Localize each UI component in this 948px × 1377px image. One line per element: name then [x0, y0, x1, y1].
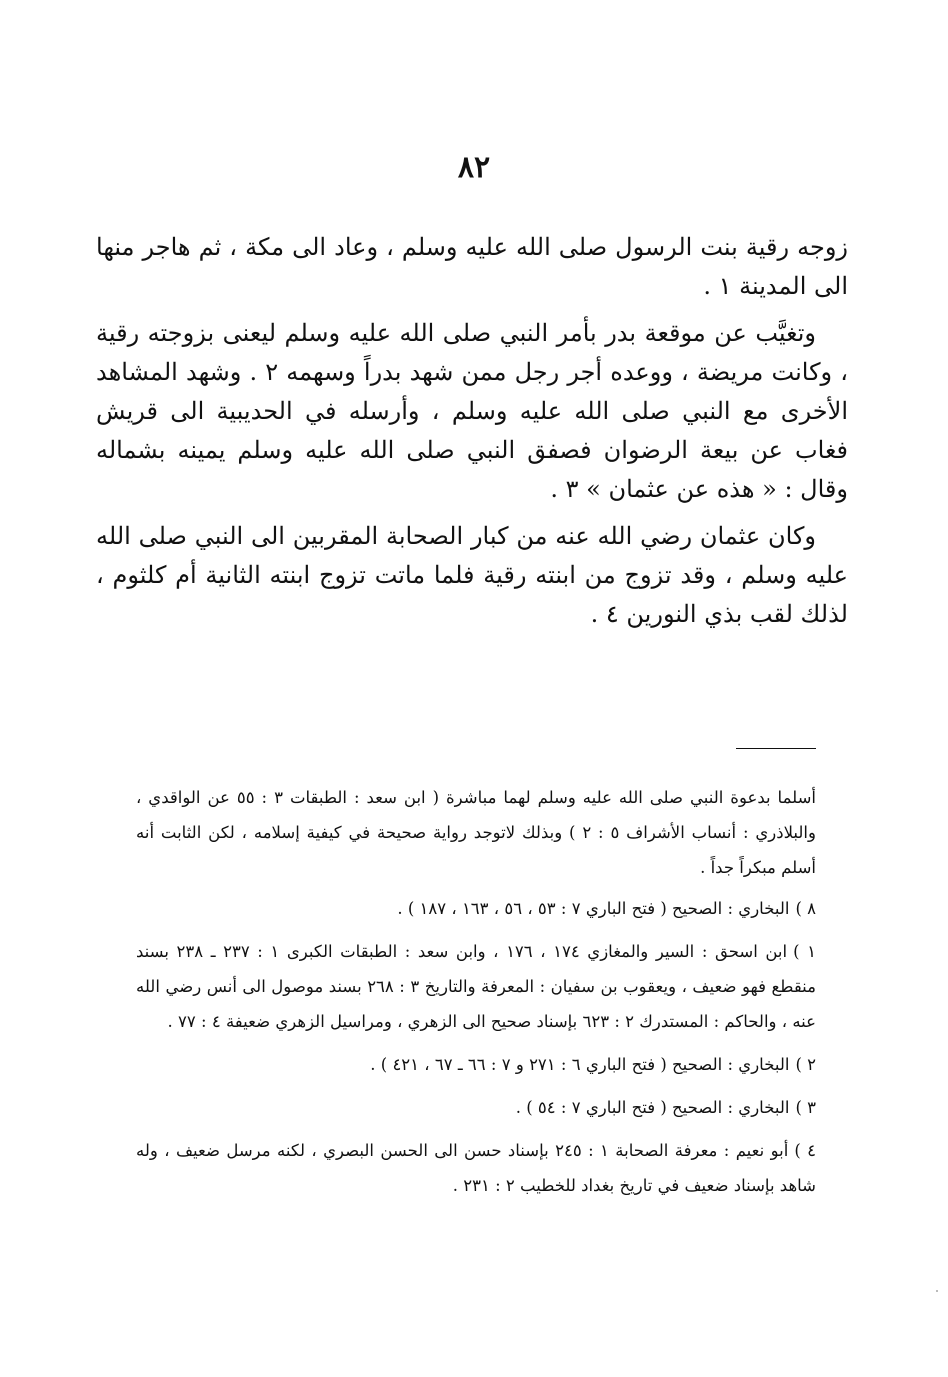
- footnote-item: [136, 934, 816, 1039]
- footnote-item: [136, 1133, 816, 1203]
- footnote-number: ٨ ): [795, 899, 816, 918]
- paragraph-3: وكان عثمان رضي الله عنه من كبار الصحابة المقربين الى النبي صلى الله عليه وسلم ، وقد تزوج من ابنته رقية فلما ماتت تزوج ابنته الثانية أم كلثوم ، لذلك لقب بذي النورين ٤ .: [96, 522, 848, 628]
- footnote-number: ٢ ): [795, 1055, 816, 1074]
- footnote-text: البخاري : الصحيح ( فتح الباري ٦ : ٢٧١ و ٧ : ٦٦ ـ ٦٧ ، ٤٢١ ) .: [370, 1055, 790, 1074]
- footnote-separator: [736, 748, 816, 749]
- footnote-text: ابن اسحق : السير والمغازي ١٧٤ ، ١٧٦ ، وابن سعد : الطبقات الكبرى ١ : ٢٣٧ ـ ٢٣٨ بسند منقطع فهو ضعيف ، ويعقوب بن سفيان : المعرفة والتاريخ ٣ : ٢٦٨ بسند موصول الى أنس رضي الله عنه ، والحاكم : المستدرك ٢ : ٦٢٣ بإسناد صحيح الى الزهري ، ومراسيل الزهري ضعيفة ٤ : ٧٧ .: [136, 942, 816, 1031]
- footnote-item: [136, 1047, 816, 1082]
- footnote-text: البخاري : الصحيح ( فتح الباري ٧ : ٥٤ ) .: [515, 1098, 790, 1117]
- footnotes: [136, 780, 816, 1211]
- footnote-continuation: أسلما بدعوة النبي صلى الله عليه وسلم لهما مباشرة ( ابن سعد : الطبقات ٣ : ٥٥ عن الواقدي ، والبلاذري : أنساب الأشراف ٥ : ٢ ) وبذلك لاتوجد رواية صحيحة في كيفية إسلامه ، لكن الثابت أنه أسلم مبكراً جداً .: [136, 788, 816, 877]
- page-number: ٨٢: [457, 150, 491, 185]
- footnote-number: ١ ): [793, 942, 816, 961]
- footnote-number: ٣ ): [795, 1098, 816, 1117]
- footnote-text: أبو نعيم : معرفة الصحابة ١ : ٢٤٥ بإسناد حسن الى الحسن البصري ، لكنه مرسل ضعيف ، وله شاهد بإسناد ضعيف في تاريخ بغداد للخطيب ٢ : ٢٣١ .: [136, 1141, 816, 1195]
- footnote-text: البخاري : الصحيح ( فتح الباري ٧ : ٥٣ ، ٥٦ ، ١٦٣ ، ١٨٧ ) .: [397, 899, 790, 918]
- paragraph-1: زوجه رقية بنت الرسول صلى الله عليه وسلم ، وعاد الى مكة ، ثم هاجر منها الى المدينة ١ .: [96, 233, 848, 300]
- footnote-number: ٤ ): [794, 1141, 817, 1160]
- paragraph-2: وتغيَّب عن موقعة بدر بأمر النبي صلى الله عليه وسلم ليعنى بزوجته رقية ، وكانت مريضة ، ووعده أجر رجل ممن شهد بدراً وسهمه ٢ . وشهد المشاهد الأخرى مع النبي صلى الله عليه وسلم ، وأرسله في الحديبية الى قريش فغاب عن بيعة الرضوان فصفق النبي صلى الله عليه وسلم يمينه بشماله وقال : « هذه عن عثمان » ٣ .: [96, 319, 848, 503]
- footnote-item: [136, 1090, 816, 1125]
- main-text: [96, 228, 848, 642]
- footnote-item: [136, 891, 816, 926]
- scan-speck: [936, 1290, 938, 1292]
